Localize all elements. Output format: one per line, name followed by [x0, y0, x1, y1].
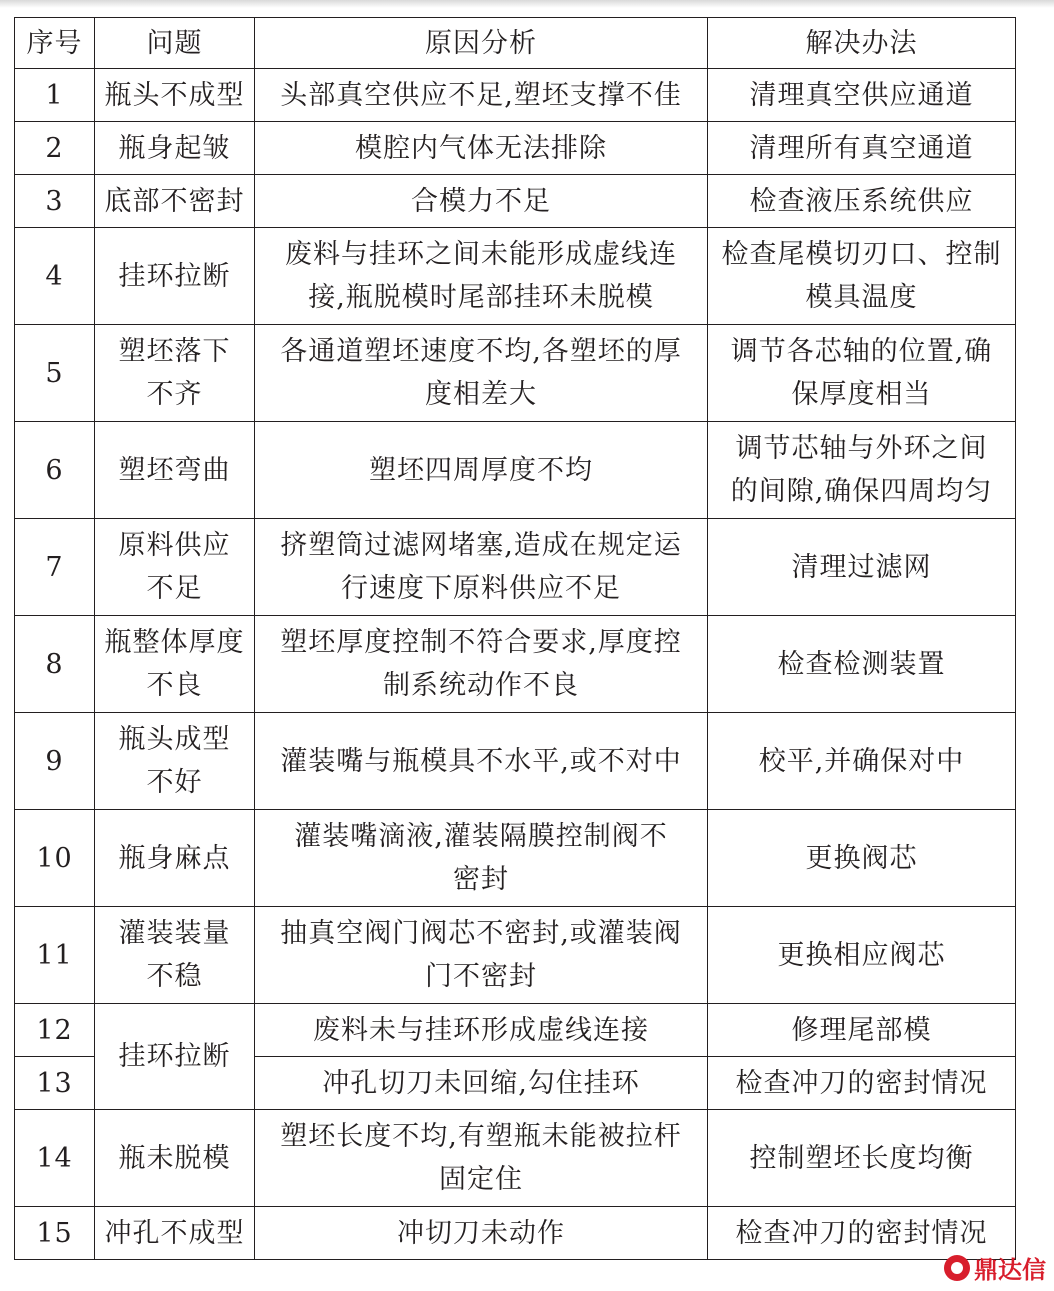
cell-cause-line: 门不密封	[425, 961, 537, 992]
table-row	[15, 810, 1016, 907]
cell-solution	[708, 1057, 1016, 1110]
cell-problem	[95, 616, 255, 713]
cell-solution	[708, 519, 1016, 616]
cell-cause-line: 废料未与挂环形成虚线连接	[313, 1014, 649, 1046]
cell-cause	[255, 325, 708, 422]
cell-solution	[708, 175, 1016, 228]
cell-solution-line: 检查检测装置	[777, 648, 946, 680]
cell-cause-line: 合模力不足	[411, 185, 551, 217]
table-row	[15, 228, 1016, 325]
cell-solution	[708, 616, 1016, 713]
top-edge-fade	[0, 0, 1054, 8]
cell-problem-line: 挂环拉断	[118, 260, 231, 292]
cell-cause-line: 塑坯四周厚度不均	[369, 454, 593, 486]
table-row	[15, 1110, 1016, 1207]
cell-problem-line: 塑坯弯曲	[118, 454, 231, 486]
cell-solution-line: 清理过滤网	[791, 551, 932, 583]
cell-cause-line: 度相差大	[425, 379, 537, 410]
cell-cause	[255, 810, 708, 907]
cell-problem-line: 冲孔不成型	[104, 1217, 245, 1249]
cell-cause-line: 灌装嘴与瓶模具不水平,或不对中	[280, 745, 682, 777]
cell-cause-line: 固定住	[439, 1164, 523, 1195]
cell-solution	[708, 325, 1016, 422]
cell-cause-line: 灌装嘴滴液,灌装隔膜控制阀不	[294, 821, 668, 852]
cell-cause	[255, 175, 708, 228]
cell-solution-line: 保厚度相当	[791, 379, 932, 410]
header-solution: 解决办法	[708, 18, 1016, 69]
cell-problem-merged: 挂环拉断	[95, 1004, 255, 1110]
cell-problem-line: 不足	[146, 573, 203, 604]
cell-problem	[95, 1207, 255, 1260]
cell-number: 12	[15, 1004, 95, 1057]
cell-cause	[255, 713, 708, 810]
cell-problem-line: 瓶头成型	[118, 724, 231, 755]
cell-cause-line: 密封	[453, 864, 509, 895]
brand-logo-icon	[944, 1255, 970, 1281]
table-row	[15, 1004, 1016, 1057]
table-row	[15, 122, 1016, 175]
cell-problem-line: 瓶未脱模	[118, 1142, 231, 1174]
cell-problem-line: 不稳	[146, 961, 203, 992]
cell-cause-line: 挤塑筒过滤网堵塞,造成在规定运	[280, 530, 682, 561]
troubleshooting-table	[14, 17, 1016, 1260]
table-body	[15, 69, 1016, 1260]
header-problem: 问题	[95, 18, 255, 69]
table-row	[15, 907, 1016, 1004]
cell-solution-line: 检查冲刀的密封情况	[735, 1067, 988, 1099]
cell-solution-line: 清理所有真空通道	[749, 132, 974, 164]
header-number: 序号	[15, 18, 95, 69]
cell-number: 4	[15, 228, 95, 325]
table-row	[15, 1207, 1016, 1260]
cell-cause-line: 行速度下原料供应不足	[341, 573, 621, 604]
cell-solution-line: 修理尾部模	[791, 1014, 932, 1046]
cell-number: 14	[15, 1110, 95, 1207]
cell-solution	[708, 1004, 1016, 1057]
header-row	[15, 18, 1016, 69]
cell-problem-line: 灌装装量	[118, 918, 231, 949]
cell-solution-line: 模具温度	[805, 282, 918, 313]
cell-cause	[255, 1057, 708, 1110]
cell-problem	[95, 713, 255, 810]
cell-solution	[708, 69, 1016, 122]
cell-problem	[95, 422, 255, 519]
cell-solution-line: 更换阀芯	[805, 842, 918, 874]
cell-number: 15	[15, 1207, 95, 1260]
cell-problem-line: 不齐	[146, 379, 203, 410]
cell-problem-line: 瓶身起皱	[118, 132, 231, 164]
cell-solution-line: 检查冲刀的密封情况	[735, 1217, 988, 1249]
cell-solution-line: 校平,并确保对中	[758, 745, 965, 777]
cell-problem	[95, 325, 255, 422]
cell-cause-line: 废料与挂环之间未能形成虚线连	[285, 239, 677, 270]
cell-cause	[255, 1207, 708, 1260]
cell-cause	[255, 122, 708, 175]
cell-solution	[708, 422, 1016, 519]
cell-problem	[95, 69, 255, 122]
cell-solution-line: 检查尾模切刃口、控制	[721, 239, 1002, 270]
cell-cause	[255, 907, 708, 1004]
cell-cause-line: 抽真空阀门阀芯不密封,或灌装阀	[280, 918, 682, 949]
table-row	[15, 175, 1016, 228]
cell-solution	[708, 907, 1016, 1004]
cell-solution	[708, 713, 1016, 810]
cell-solution	[708, 1110, 1016, 1207]
watermark-text: 鼎达信	[974, 1256, 1046, 1284]
cell-number: 1	[15, 69, 95, 122]
cell-problem-line: 瓶头不成型	[104, 79, 245, 111]
cell-cause-line: 塑坯厚度控制不符合要求,厚度控	[280, 627, 682, 658]
cell-problem-line: 不好	[146, 767, 203, 798]
cell-problem	[95, 175, 255, 228]
cell-cause-line: 头部真空供应不足,塑坯支撑不佳	[280, 79, 682, 111]
cell-cause	[255, 519, 708, 616]
cell-solution	[708, 122, 1016, 175]
cell-solution-line: 调节芯轴与外环之间	[735, 433, 988, 464]
cell-cause	[255, 69, 708, 122]
cell-problem	[95, 519, 255, 616]
cell-cause-line: 塑坯长度不均,有塑瓶未能被拉杆	[280, 1121, 682, 1152]
cell-number: 2	[15, 122, 95, 175]
cell-problem-line: 原料供应	[118, 530, 231, 561]
cell-solution-line: 更换相应阀芯	[777, 939, 946, 971]
cell-cause-line: 制系统动作不良	[383, 670, 579, 701]
table-row	[15, 519, 1016, 616]
cell-solution-line: 的间隙,确保四周均匀	[730, 476, 993, 507]
cell-problem-line: 底部不密封	[104, 185, 245, 217]
cell-cause	[255, 1110, 708, 1207]
cell-solution-line: 检查液压系统供应	[749, 185, 974, 217]
cell-number: 11	[15, 907, 95, 1004]
cell-problem	[95, 1110, 255, 1207]
cell-number: 7	[15, 519, 95, 616]
cell-problem	[95, 810, 255, 907]
cell-problem-line: 瓶整体厚度	[104, 627, 245, 658]
cell-solution-line: 清理真空供应通道	[749, 79, 974, 111]
cell-cause-line: 各通道塑坯速度不均,各塑坯的厚	[280, 336, 682, 367]
cell-problem	[95, 907, 255, 1004]
watermark	[944, 1250, 1046, 1285]
cell-cause-line: 冲切刀未动作	[397, 1217, 565, 1249]
header-cause: 原因分析	[255, 18, 708, 69]
cell-number: 13	[15, 1057, 95, 1110]
cell-problem-line: 瓶身麻点	[118, 842, 231, 874]
cell-cause	[255, 228, 708, 325]
cell-cause-line: 冲孔切刀未回缩,勾住挂环	[322, 1067, 640, 1099]
cell-solution-line: 调节各芯轴的位置,确	[730, 336, 993, 367]
cell-number: 3	[15, 175, 95, 228]
cell-problem	[95, 228, 255, 325]
cell-solution-line: 控制塑坯长度均衡	[749, 1142, 974, 1174]
cell-number: 5	[15, 325, 95, 422]
table-row	[15, 325, 1016, 422]
cell-number: 10	[15, 810, 95, 907]
cell-solution	[708, 810, 1016, 907]
cell-cause	[255, 616, 708, 713]
table-row	[15, 69, 1016, 122]
cell-cause-line: 接,瓶脱模时尾部挂环未脱模	[308, 282, 654, 313]
cell-cause	[255, 422, 708, 519]
cell-problem-line: 不良	[146, 670, 203, 701]
cell-solution	[708, 228, 1016, 325]
table-row	[15, 713, 1016, 810]
cell-number: 9	[15, 713, 95, 810]
cell-cause	[255, 1004, 708, 1057]
cell-cause-line: 模腔内气体无法排除	[355, 132, 607, 164]
table-row	[15, 422, 1016, 519]
cell-number: 6	[15, 422, 95, 519]
cell-problem-line: 塑坯落下	[118, 336, 231, 367]
table-row	[15, 616, 1016, 713]
cell-problem	[95, 122, 255, 175]
cell-number: 8	[15, 616, 95, 713]
